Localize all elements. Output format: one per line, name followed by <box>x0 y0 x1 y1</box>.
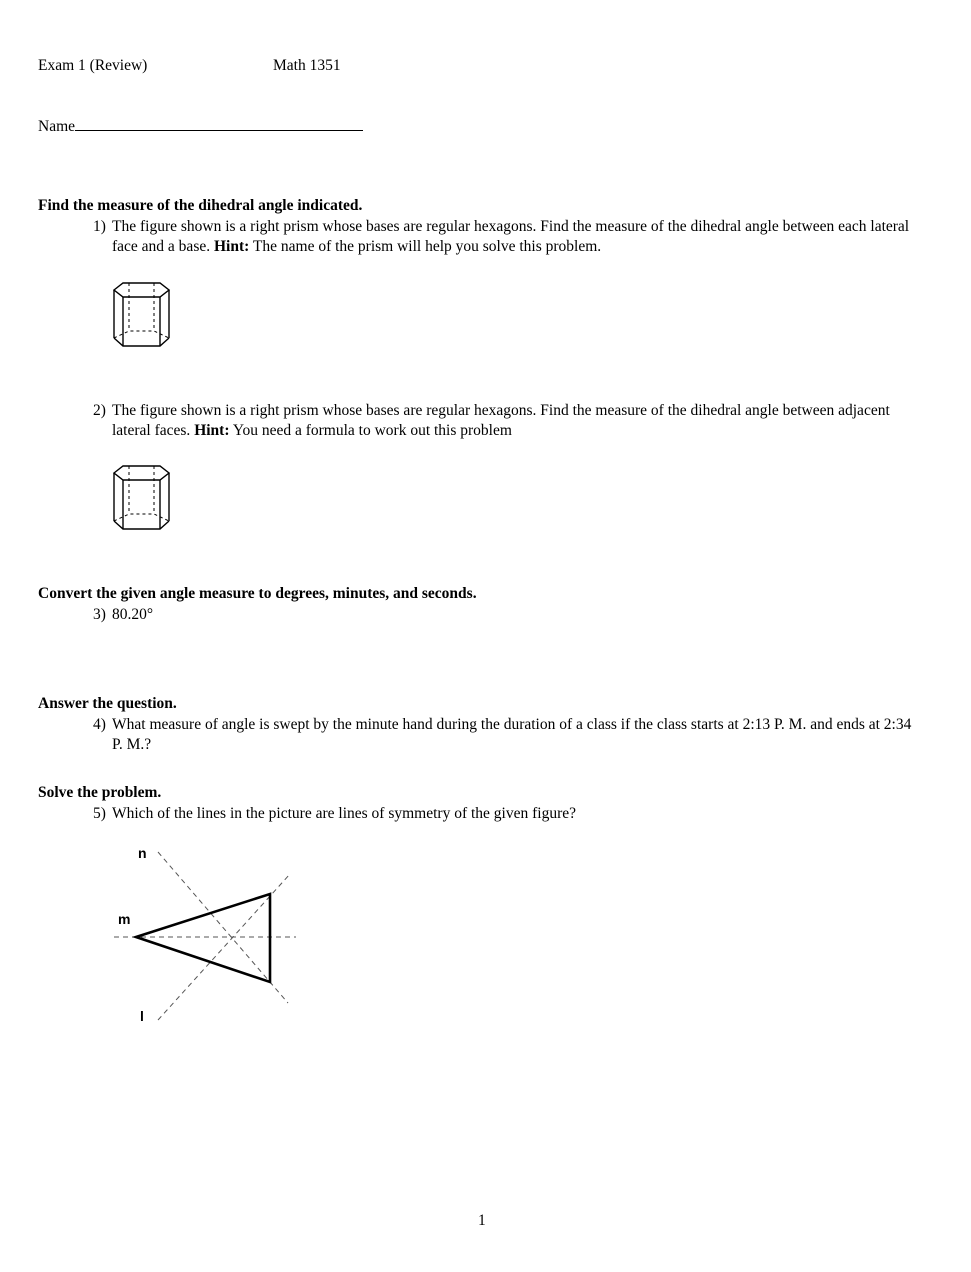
exam-title: Exam 1 (Review) <box>38 57 148 74</box>
problem-2 <box>93 401 913 441</box>
label-m: m <box>118 911 131 927</box>
problem-1 <box>93 217 913 257</box>
problem-number: 2) <box>93 402 106 419</box>
label-l: l <box>140 1008 144 1024</box>
problem-3 <box>93 605 913 625</box>
problem-number: 5) <box>93 805 106 822</box>
label-n: n <box>138 845 147 861</box>
problem-text: The figure shown is a right prism whose bases are regular hexagons. Find the measure of the dihedral angle between each lateral face and a base. Hint: The name of the prism will help you solve this problem. <box>112 218 910 255</box>
name-field <box>38 116 363 136</box>
hexagonal-prism-figure-2 <box>110 463 174 533</box>
hint-text: You need a formula to work out this problem <box>232 422 512 439</box>
hint-label: Hint: <box>194 422 230 439</box>
problem-5 <box>93 804 913 824</box>
problem-4 <box>93 715 913 755</box>
name-blank-line <box>75 116 363 131</box>
problem-text: Which of the lines in the picture are lines of symmetry of the given figure? <box>112 805 576 822</box>
problem-number: 3) <box>93 606 106 623</box>
symmetry-figure <box>100 840 310 1030</box>
problem-text: What measure of angle is swept by the minute hand during the duration of a class if the class starts at 2:13 P. M. and ends at 2:34 P. M.? <box>112 716 912 753</box>
section-heading-answer: Answer the question. <box>38 695 177 712</box>
name-label: Name <box>38 118 76 135</box>
course-title: Math 1351 <box>273 57 341 74</box>
hexagonal-prism-figure-1 <box>110 280 174 350</box>
page-number: 1 <box>478 1212 486 1229</box>
problem-text: 80.20° <box>112 606 154 623</box>
problem-number: 1) <box>93 218 106 235</box>
hint-text: The name of the prism will help you solve this problem. <box>252 238 602 255</box>
hint-label: Hint: <box>213 238 250 255</box>
section-heading-convert: Convert the given angle measure to degrees, minutes, and seconds. <box>38 585 477 602</box>
triangle <box>136 894 270 982</box>
problem-number: 4) <box>93 716 106 733</box>
section-heading-solve: Solve the problem. <box>38 784 162 801</box>
problem-text: The figure shown is a right prism whose bases are regular hexagons. Find the measure of the dihedral angle between adjacent lateral faces. Hint: You need a formula to work out this problem <box>112 402 890 439</box>
section-heading-dihedral: Find the measure of the dihedral angle indicated. <box>38 197 363 214</box>
